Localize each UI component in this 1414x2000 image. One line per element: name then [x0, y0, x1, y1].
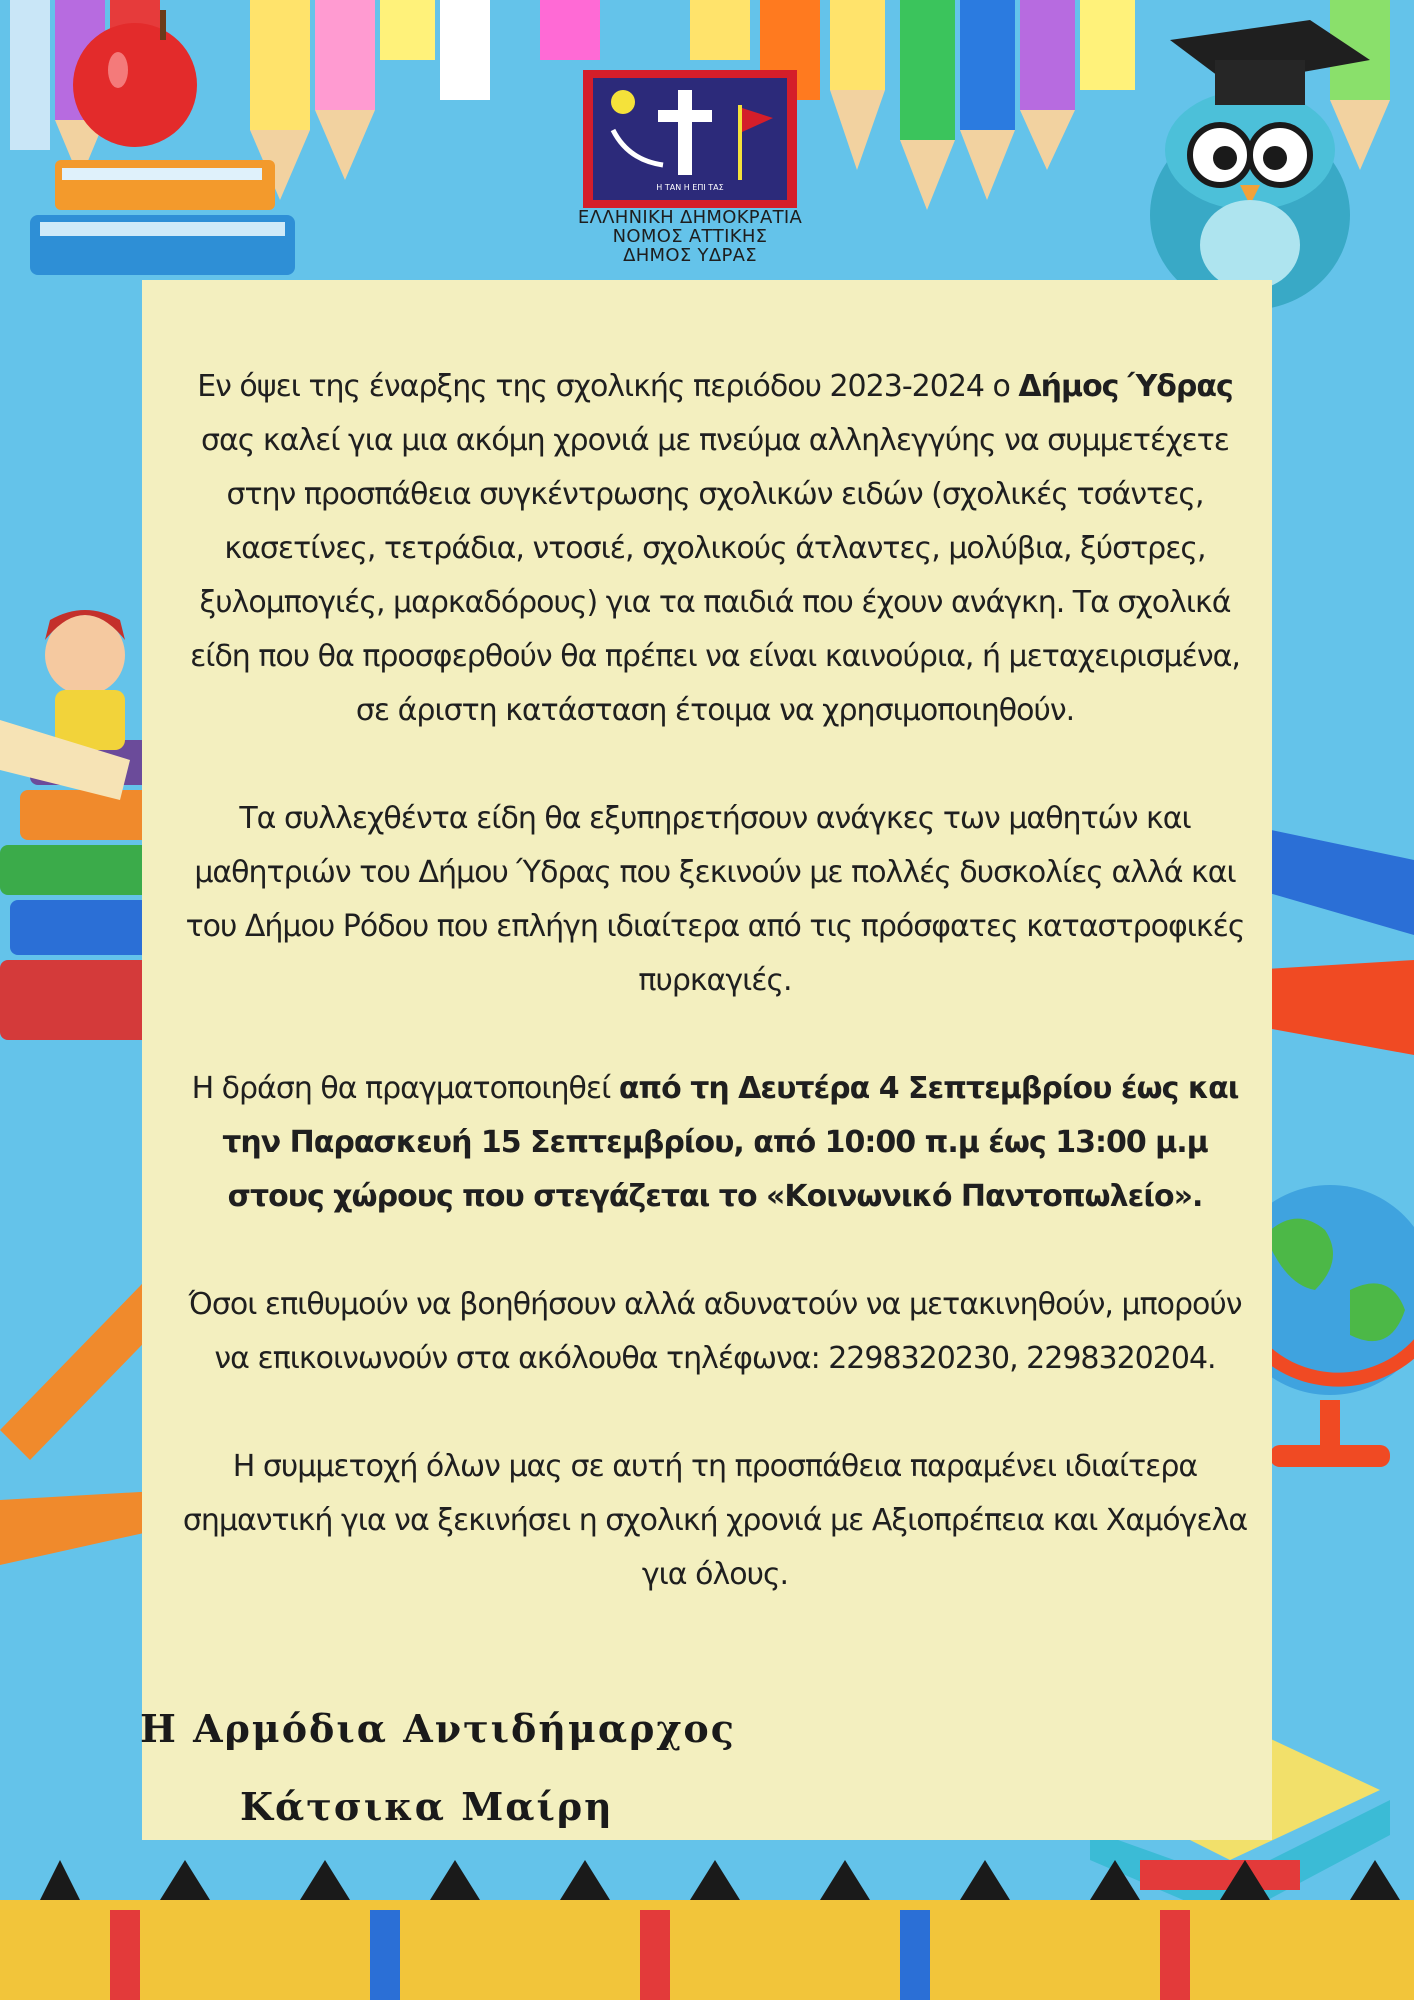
paragraph-invitation	[170, 360, 1260, 738]
schedule-details: από τη Δευτέρα 4 Σεπτεμβρίου έως και την Παρασκευή 15 Σεπτεμβρίου, από 10:00 π.μ έως 13:00 μ.μ στους χώρους που στεγάζεται το «Κοινωνικό Παντοπωλείο».	[222, 1071, 1239, 1214]
owl-with-cap-decoration	[1150, 20, 1370, 310]
letterhead	[500, 70, 880, 265]
signature-name: Κάτσικα Μαίρη	[240, 1784, 614, 1829]
girl-reading-on-books-decoration	[0, 610, 160, 1040]
paragraph-schedule-start: Η δράση θα πραγματοποιηθεί	[191, 1071, 619, 1106]
header-country: ΕΛΛΗΝΙΚΗ ΔΗΜΟΚΡΑΤΙΑ	[577, 207, 803, 228]
municipality-name: Δήμος Ύδρας	[1018, 369, 1233, 404]
header-prefecture: ΝΟΜΟΣ ΑΤΤΙΚΗΣ	[612, 226, 768, 247]
paragraph-beneficiaries: Τα συλλεχθέντα είδη θα εξυπηρετήσουν ανάγκες των μαθητών και μαθητριών του Δήμου Ύδρας που ξεκινούν με πολλές δυσκολίες αλλά και του Δήμου Ρόδου που επλήγη ιδιαίτερα από τις πρόσφατες καταστροφικές πυρκαγιές.	[185, 801, 1245, 998]
municipality-crest-icon	[583, 70, 797, 208]
paragraph-invitation-rest: σας καλεί για μια ακόμη χρονιά με πνεύμα αλληλεγγύης να συμμετέχετε στην προσπάθεια συγκέντρωσης σχολικών ειδών (σχολικές τσάντες, κασετίνες, τετράδια, ντοσιέ, σχολικούς άτλαντες, μολύβια, ξύστρες, ξυλομπογιές, μαρκαδόρους) για τα παιδιά που έχουν ανάγκη. Τα σχολικά είδη που θα προσφερθούν θα πρέπει να είναι καινούρια, ή μεταχειρισμένα, σε άριστη κατάσταση έτοιμα να χρησιμοποιηθούν.	[190, 423, 1240, 728]
paragraph-closing: Η συμμετοχή όλων μας σε αυτή τη προσπάθεια παραμένει ιδιαίτερα σημαντική για να ξεκινήσει η σχολική χρονιά με Αξιοπρέπεια και Χαμόγελα για όλους.	[182, 1449, 1248, 1592]
paragraph-invitation-start: Εν όψει της έναρξης της σχολικής περιόδου 2023-2024 ο	[197, 369, 1019, 404]
announcement-body	[170, 360, 1260, 1602]
crest-motto: Η ΤΑΝ Η ΕΠΙ ΤΑΣ	[656, 183, 724, 192]
paragraph-schedule	[170, 1062, 1260, 1224]
header-municipality: ΔΗΜΟΣ ΥΔΡΑΣ	[623, 245, 757, 266]
paragraph-contact: Όσοι επιθυμούν να βοηθήσουν αλλά αδυνατούν να μετακινηθούν, μπορούν να επικοινωνούν στα ακόλουθα τηλέφωνα: 2298320230, 2298320204.	[188, 1287, 1242, 1376]
signature-title: Η Αρμόδια Αντιδήμαρχος	[140, 1706, 736, 1751]
